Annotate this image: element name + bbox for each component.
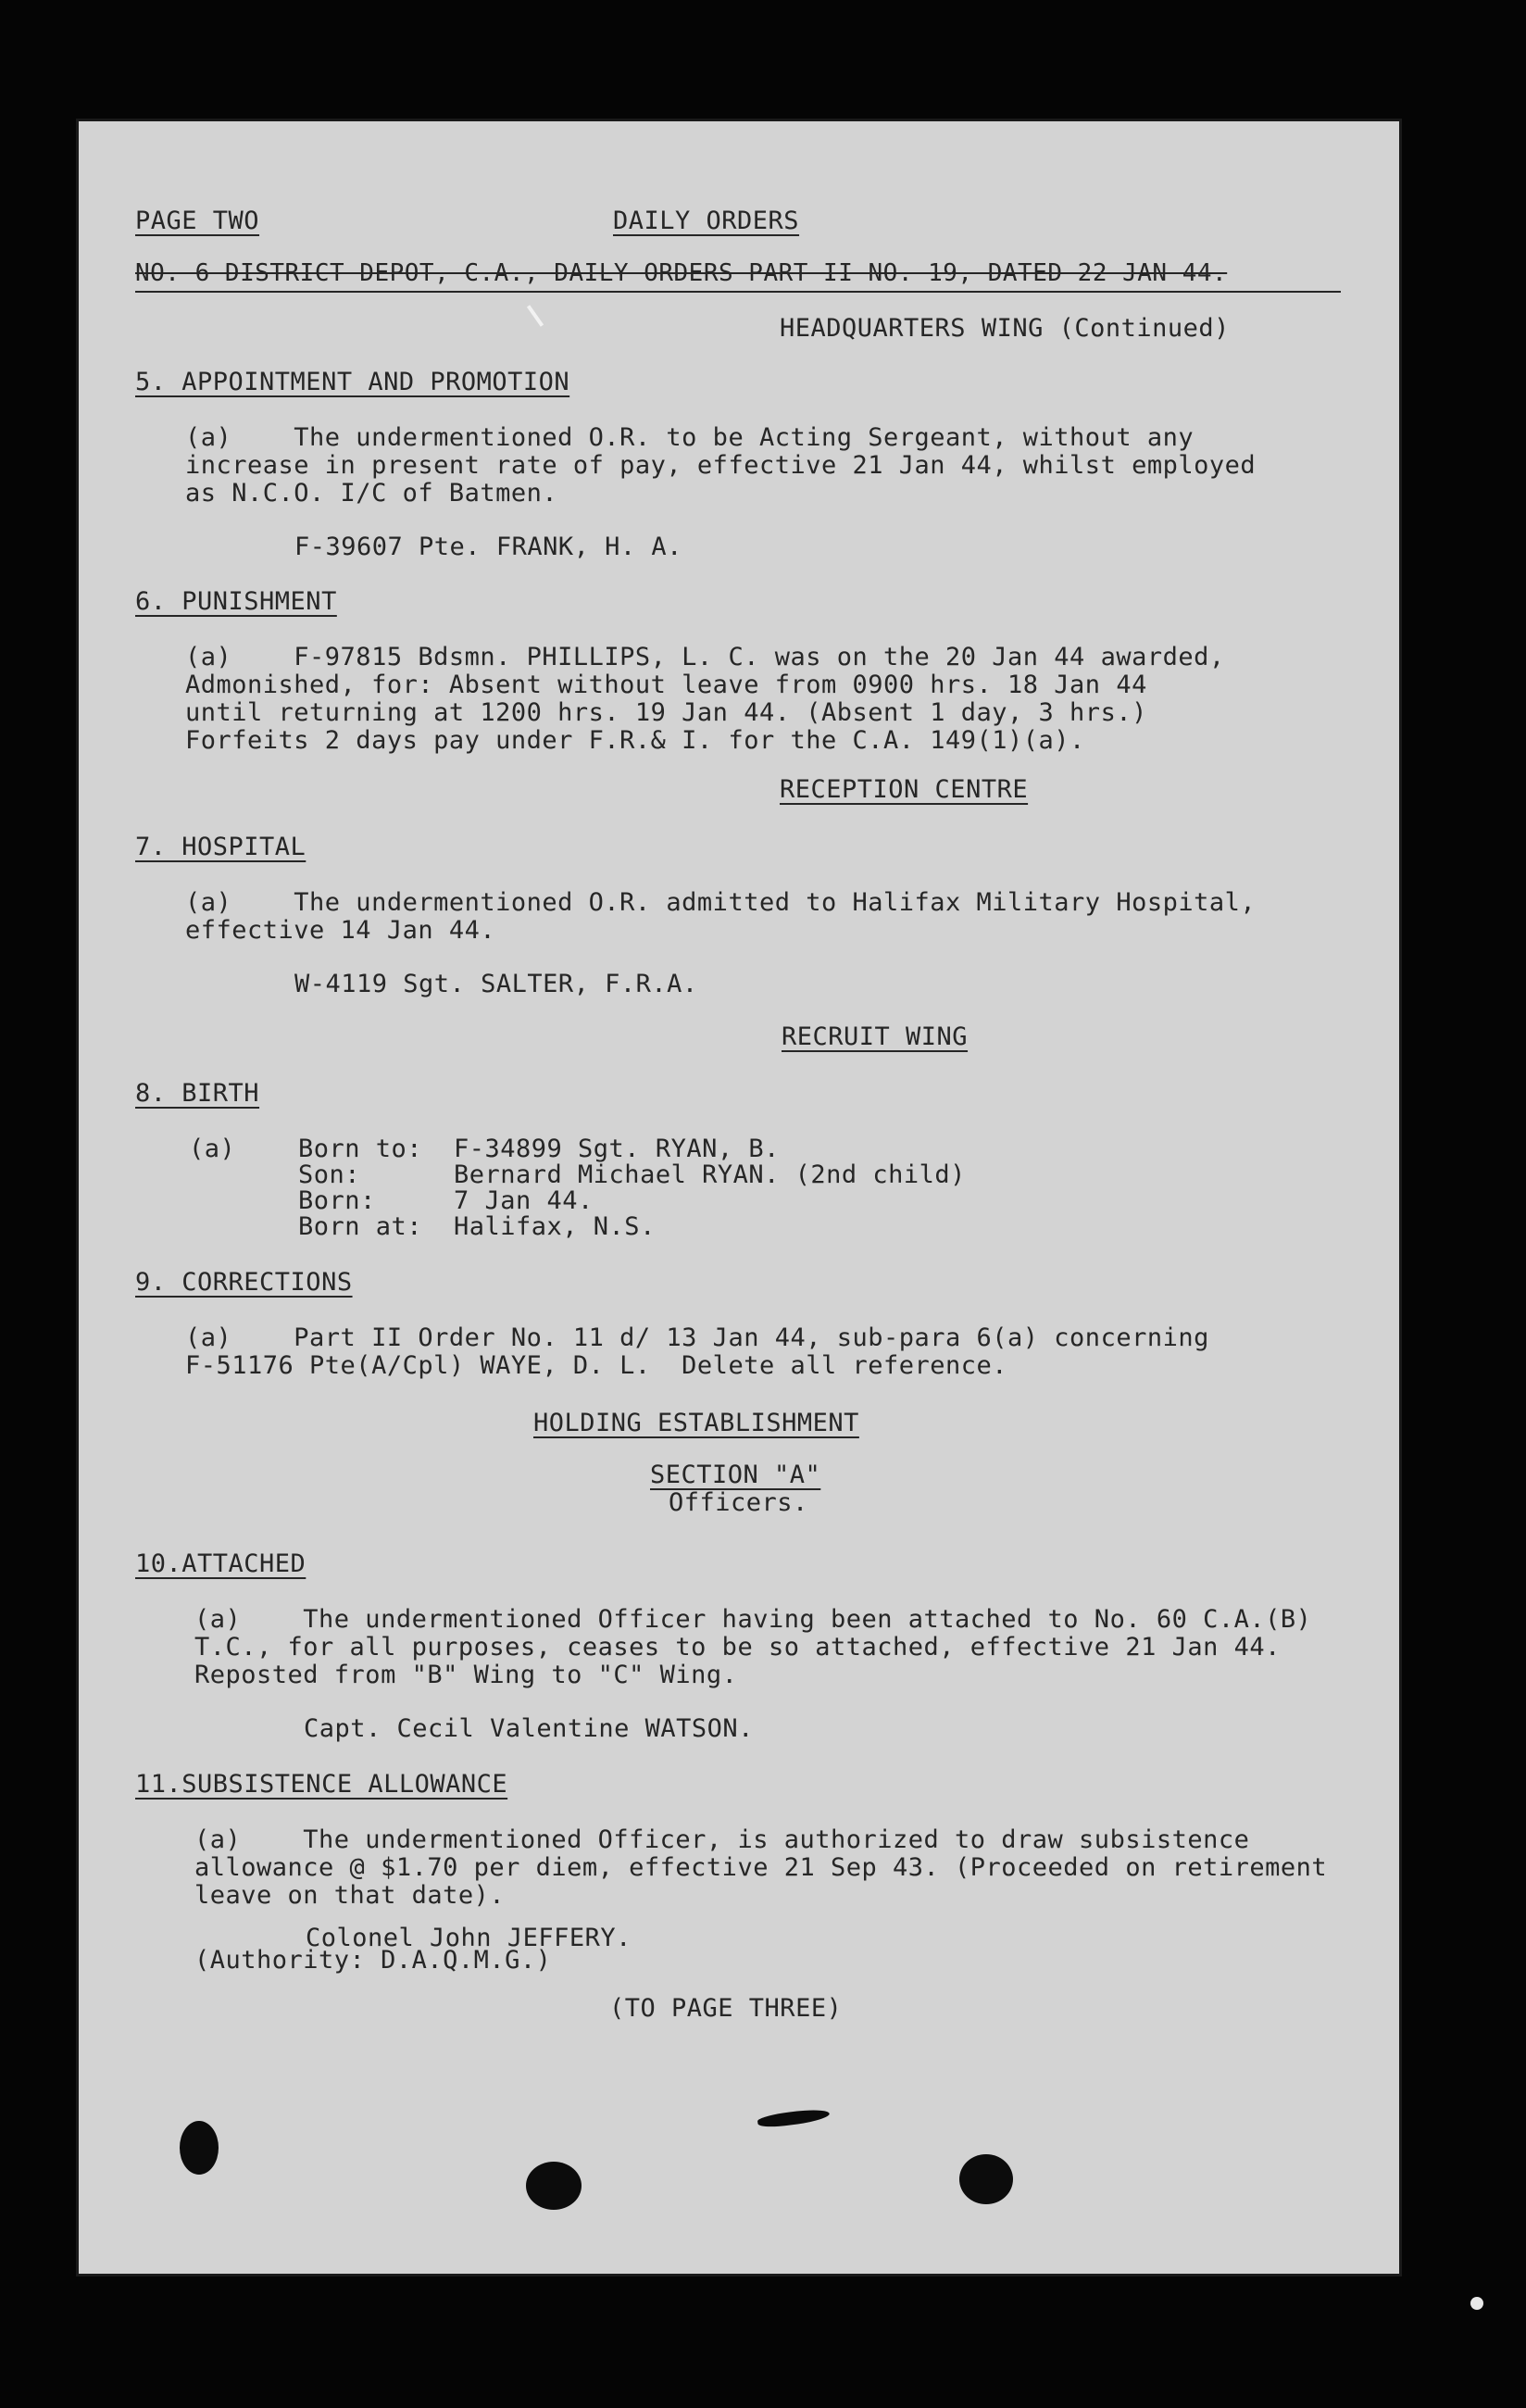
s7-heading: 7. HOSPITAL [135, 833, 306, 861]
birth-label: Born to: [298, 1135, 423, 1163]
s10-line: Reposted from "B" Wing to "C" Wing. [194, 1661, 738, 1689]
officers-subheading: Officers. [669, 1488, 808, 1517]
s10-line: (a) The undermentioned Officer having been attached to No. 60 C.A.(B) [194, 1605, 1312, 1634]
reception-centre-heading: RECEPTION CENTRE [780, 775, 1029, 804]
s6-line: until returning at 1200 hrs. 19 Jan 44. (Absent 1 day, 3 hrs.) [185, 698, 1147, 727]
s5-name: F-39607 Pte. FRANK, H. A. [294, 533, 682, 561]
s5-line: (a) The undermentioned O.R. to be Acting Sergeant, without any [185, 423, 1195, 452]
s6-line: Forfeits 2 days pay under F.R.& I. for the C.A. 149(1)(a). [185, 726, 1085, 755]
s5-heading: 5. APPOINTMENT AND PROMOTION [135, 368, 570, 396]
page-label: PAGE TWO [135, 207, 260, 235]
document-title: DAILY ORDERS [613, 207, 800, 235]
recruit-wing-heading: RECRUIT WING [782, 1022, 969, 1051]
section-a-heading: SECTION "A" [650, 1461, 821, 1489]
punch-hole [959, 2154, 1013, 2204]
s11-line: leave on that date). [194, 1881, 506, 1910]
s11-heading: 11.SUBSISTENCE ALLOWANCE [135, 1770, 508, 1799]
authority-line: (Authority: D.A.Q.M.G.) [194, 1946, 552, 1975]
holding-establishment-heading: HOLDING ESTABLISHMENT [533, 1409, 859, 1437]
birth-label: Born at: [298, 1212, 423, 1241]
s10-heading: 10.ATTACHED [135, 1549, 306, 1578]
s9-line: (a) Part II Order No. 11 d/ 13 Jan 44, sub-para 6(a) concerning [185, 1323, 1209, 1352]
ink-blot [757, 2107, 830, 2130]
punch-hole [526, 2162, 582, 2210]
s9-heading: 9. CORRECTIONS [135, 1268, 353, 1297]
s8-marker: (a) [189, 1135, 236, 1163]
s6-line: (a) F-97815 Bdsmn. PHILLIPS, L. C. was on the 20 Jan 44 awarded, [185, 643, 1225, 671]
s7-line: (a) The undermentioned O.R. admitted to Halifax Military Hospital, [185, 888, 1257, 917]
s11-line: allowance @ $1.70 per diem, effective 21 Sep 43. (Proceeded on retirement [194, 1853, 1328, 1882]
birth-label: Son: [298, 1160, 361, 1189]
punch-hole [180, 2121, 219, 2175]
s11-line: (a) The undermentioned Officer, is authorized to draw subsistence [194, 1825, 1250, 1854]
birth-label: Born: [298, 1186, 376, 1215]
s10-name: Capt. Cecil Valentine WATSON. [304, 1714, 754, 1743]
birth-value: F-34899 Sgt. RYAN, B. [454, 1135, 780, 1163]
scan-speck [1470, 2297, 1483, 2310]
subtitle-underline [135, 291, 1341, 293]
s5-line: as N.C.O. I/C of Batmen. [185, 479, 558, 508]
birth-value: 7 Jan 44. [454, 1186, 594, 1215]
s9-line: F-51176 Pte(A/Cpl) WAYE, D. L. Delete all reference. [185, 1351, 1008, 1380]
s5-line: increase in present rate of pay, effective 21 Jan 44, whilst employed [185, 451, 1257, 480]
s6-heading: 6. PUNISHMENT [135, 587, 337, 616]
s7-name: W-4119 Sgt. SALTER, F.R.A. [294, 970, 698, 998]
document-page [76, 119, 1402, 2276]
s7-line: effective 14 Jan 44. [185, 916, 496, 945]
hq-wing-heading: HEADQUARTERS WING (Continued) [780, 314, 1230, 343]
s8-heading: 8. BIRTH [135, 1079, 260, 1108]
scratch-mark [527, 305, 544, 327]
s6-line: Admonished, for: Absent without leave from 0900 hrs. 18 Jan 44 [185, 671, 1147, 699]
birth-value: Halifax, N.S. [454, 1212, 656, 1241]
birth-value: Bernard Michael RYAN. (2nd child) [454, 1160, 966, 1189]
s11-name: Colonel John JEFFERY. [306, 1924, 632, 1952]
continuation-note: (TO PAGE THREE) [609, 1994, 843, 2023]
s10-line: T.C., for all purposes, ceases to be so attached, effective 21 Jan 44. [194, 1633, 1281, 1662]
document-subtitle: NO. 6 DISTRICT DEPOT, C.A., DAILY ORDERS PART II NO. 19, DATED 22 JAN 44. [135, 259, 1228, 287]
